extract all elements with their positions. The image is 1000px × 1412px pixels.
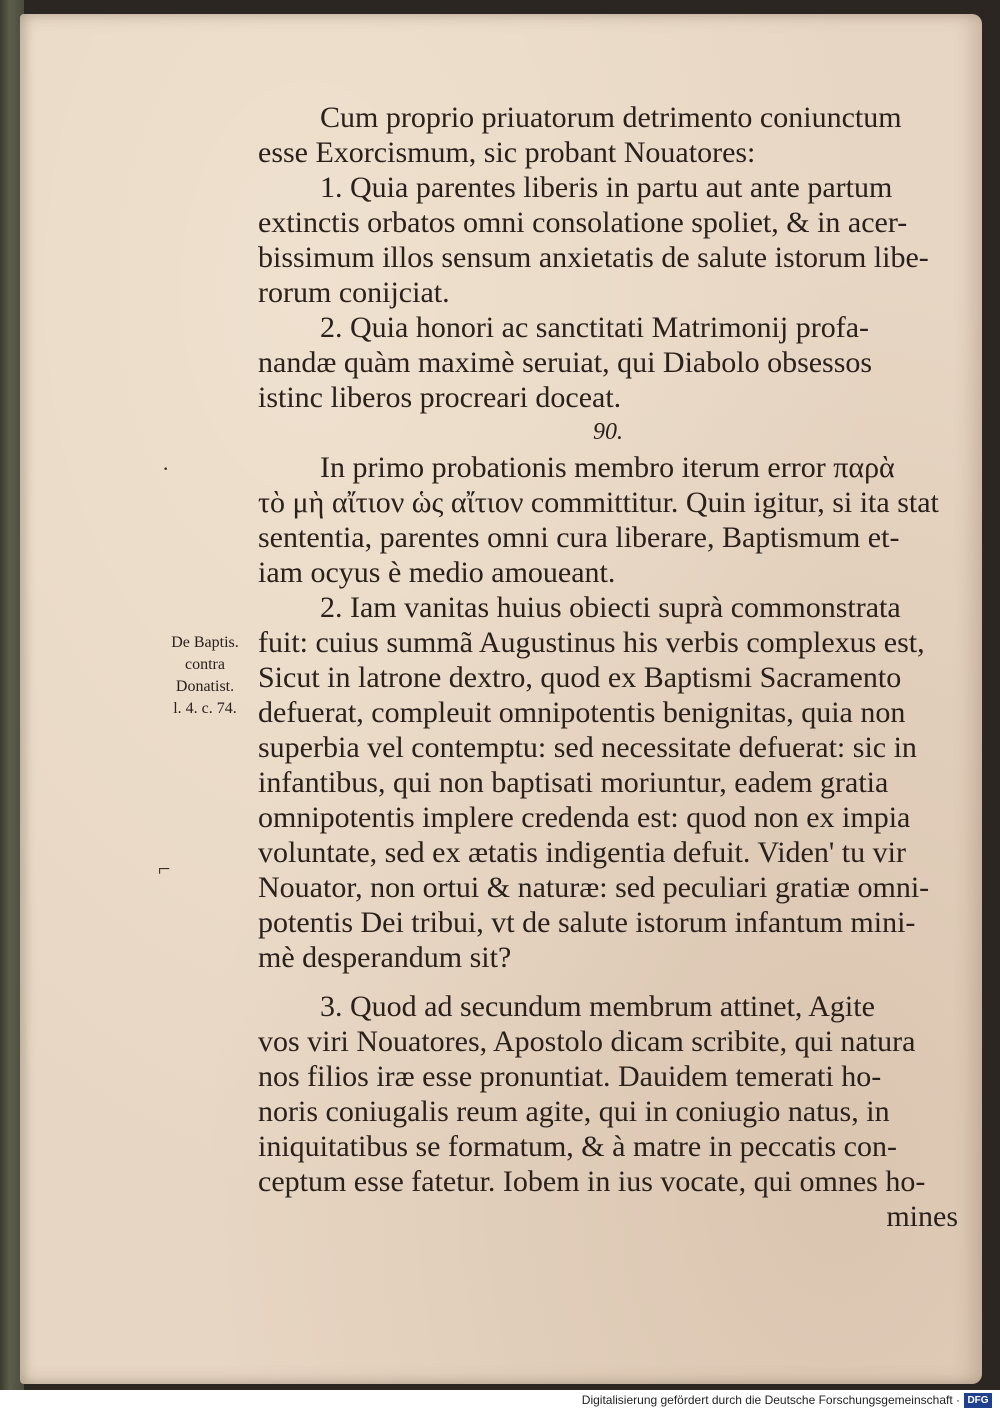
text-line: extinctis orbatos omni consolatione spoliet, & in acer- <box>258 206 908 239</box>
text-line: vos viri Nouatores, Apostolo dicam scribite, qui natura <box>258 1025 916 1058</box>
text-line: Sicut in latrone dextro, quod ex Baptismi Sacramento <box>258 661 902 694</box>
text-line: rorum conijciat. <box>258 276 450 309</box>
margin-note-line: Donatist. <box>175 678 235 695</box>
margin-note <box>150 632 260 720</box>
margin-mark-1: · <box>162 456 170 481</box>
text-line: noris coniugalis reum agite, qui in coniugio natus, in <box>258 1095 890 1128</box>
text-line: nos filios iræ esse pronuntiat. Dauidem temerati ho- <box>258 1060 882 1093</box>
text-line: esse Exorcismum, sic probant Nouatores: <box>258 136 756 169</box>
section-number: 90. <box>593 419 623 445</box>
margin-note-line: De Baptis. <box>171 634 239 651</box>
page-text <box>258 100 958 1234</box>
margin-note-line: contra <box>185 656 225 673</box>
text-line: istinc liberos procreari doceat. <box>258 381 622 414</box>
text-line: 1. Quia parentes liberis in partu aut ante partum <box>320 171 893 204</box>
text-line: Cum proprio priuatorum detrimento coniunctum <box>320 101 902 134</box>
text-line: voluntate, sed ex ætatis indigentia defuit. Viden' tu vir <box>258 836 906 869</box>
text-line: nandæ quàm maximè seruiat, qui Diabolo obsessos <box>258 346 873 379</box>
text-line: omnipotentis implere credenda est: quod non ex impia <box>258 801 911 834</box>
margin-note-line: l. 4. c. 74. <box>173 700 237 717</box>
text-line: ceptum esse fatetur. Iobem in ius vocate, qui omnes ho- <box>258 1165 926 1198</box>
text-line: Nouator, non ortui & naturæ: sed peculiari gratiæ omni- <box>258 871 930 904</box>
text-line: potentis Dei tribui, vt de salute istorum infantum mini- <box>258 906 916 939</box>
text-line: 2. Quia honori ac sanctitati Matrimonij profa- <box>320 311 870 344</box>
text-line: iam ocyus è medio amoueant. <box>258 556 616 589</box>
text-line: sententia, parentes omni cura liberare, Baptismum et- <box>258 521 900 554</box>
text-line: iniquitatibus se formatum, & à matre in peccatis con- <box>258 1130 897 1163</box>
text-line: infantibus, qui non baptisati moriuntur, eadem gratia <box>258 766 889 799</box>
text-line: fuit: cuius summã Augustinus his verbis complexus est, <box>258 626 925 659</box>
text-line: 2. Iam vanitas huius obiecti suprà commonstrata <box>320 591 901 624</box>
text-line: 3. Quod ad secundum membrum attinet, Agite <box>320 990 875 1023</box>
text-line: superbia vel contemptu: sed necessitate defuerat: sic in <box>258 731 917 764</box>
footer <box>0 1390 1000 1412</box>
text-line: defuerat, compleuit omnipotentis benignitas, quia non <box>258 696 906 729</box>
text-line: In primo probationis membro iterum error παρὰ <box>320 451 895 484</box>
catchword: mines <box>886 1200 958 1233</box>
text-line: mè desperandum sit? <box>258 941 512 974</box>
text-line: bissimum illos sensum anxietatis de salute istorum libe- <box>258 241 929 274</box>
text-line: τὸ μὴ αἴτιον ὡς αἴτιον committitur. Quin igitur, si ita stat <box>258 486 939 519</box>
margin-mark-2: ⌐ <box>158 856 171 881</box>
footer-credit: Digitalisierung gefördert durch die Deutsche Forschungsgemeinschaft · <box>581 1393 960 1407</box>
dfg-logo: DFG <box>964 1393 992 1408</box>
